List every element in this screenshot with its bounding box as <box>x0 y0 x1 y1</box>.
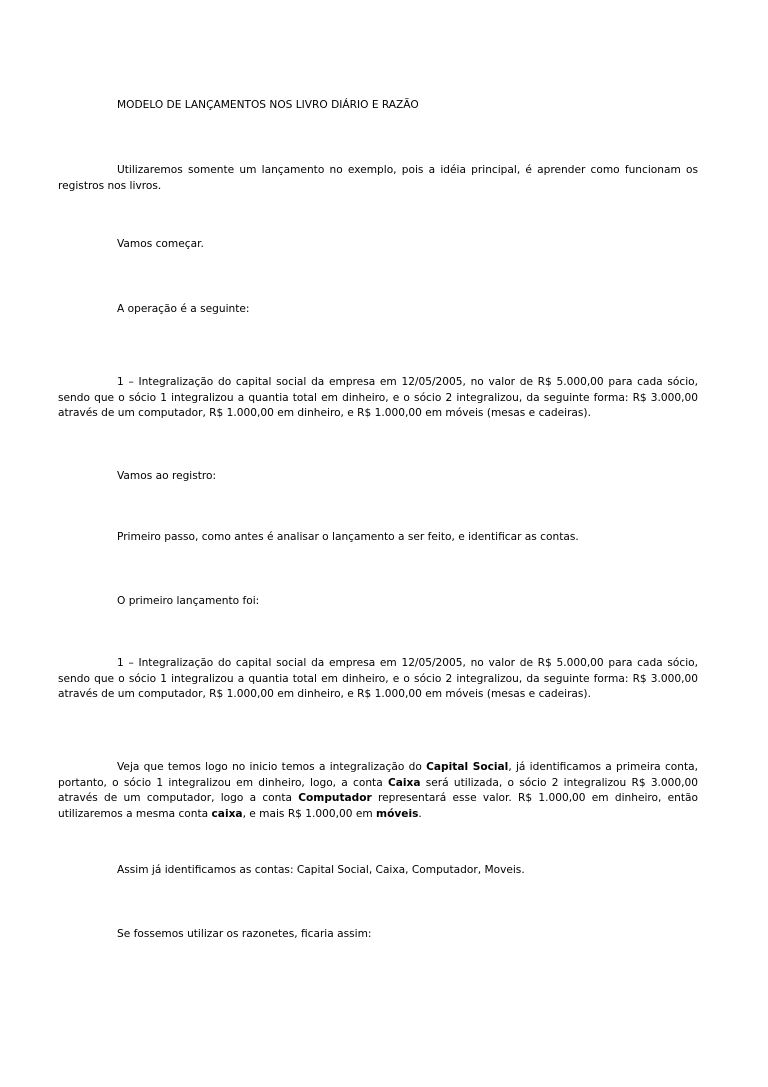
document-title: MODELO DE LANÇAMENTOS NOS LIVRO DIÁRIO E RAZÃO <box>117 99 419 111</box>
operation-paragraph-repeat: 1 – Integralização do capital social da empresa em 12/05/2005, no valor de R$ 5.000,00 para cada sócio, sendo que o sócio 1 integralizou a quantia total em dinheiro, e o sócio 2 integralizou, da seguinte forma: R$ 3.000,00 através de um computador, R$ 1.000,00 em dinheiro, e R$ 1.000,00 em móveis (mesas e cadeiras). <box>58 657 698 700</box>
computador-term: Computador <box>298 792 372 804</box>
analysis-text-1: Veja que temos logo no inicio temos a integralização do <box>117 761 427 773</box>
start-paragraph: Vamos começar. <box>117 238 204 250</box>
analysis-text-6: . <box>418 807 422 820</box>
analysis-text-3: será utilizada, o sócio 2 integralizou R$ 3.000,00 através de um computador, logo a conta <box>58 776 698 804</box>
caixa-lower-term: caixa <box>211 807 243 820</box>
operation-paragraph: 1 – Integralização do capital social da empresa em 12/05/2005, no valor de R$ 5.000,00 para cada sócio, sendo que o sócio 1 integralizou a quantia total em dinheiro, e o sócio 2 integralizou, da seguinte forma: R$ 3.000,00 através de um computador, R$ 1.000,00 em dinheiro, e R$ 1.000,00 em móveis (mesas e cadeiras). <box>58 376 698 419</box>
moveis-term: móveis <box>376 807 419 820</box>
razonetes-paragraph: Se fossemos utilizar os razonetes, ficaria assim: <box>117 928 372 940</box>
intro-paragraph: Utilizaremos somente um lançamento no exemplo, pois a idéia principal, é aprender como funcionam os registros nos livros. <box>58 164 698 192</box>
analysis-text-5: , e mais R$ 1.000,00 em <box>242 807 377 820</box>
register-label: Vamos ao registro: <box>117 470 217 482</box>
analysis-paragraph <box>58 760 698 822</box>
caixa-term: Caixa <box>387 776 421 789</box>
capital-social-term: Capital Social <box>426 761 509 773</box>
analysis-text-4: representará esse valor. R$ 1.000,00 em dinheiro, então utilizaremos a mesma conta <box>58 792 699 820</box>
operation-label: A operação é a seguinte: <box>117 303 250 315</box>
first-entry-label: O primeiro lançamento foi: <box>117 595 260 607</box>
first-step-paragraph: Primeiro passo, como antes é analisar o lançamento a ser feito, e identificar as contas. <box>117 531 579 543</box>
accounts-identified-paragraph: Assim já identificamos as contas: Capital Social, Caixa, Computador, Moveis. <box>117 864 525 876</box>
analysis-text-2: , já identificamos a primeira conta, portanto, o sócio 1 integralizou em dinheiro, logo, a conta <box>58 761 698 789</box>
